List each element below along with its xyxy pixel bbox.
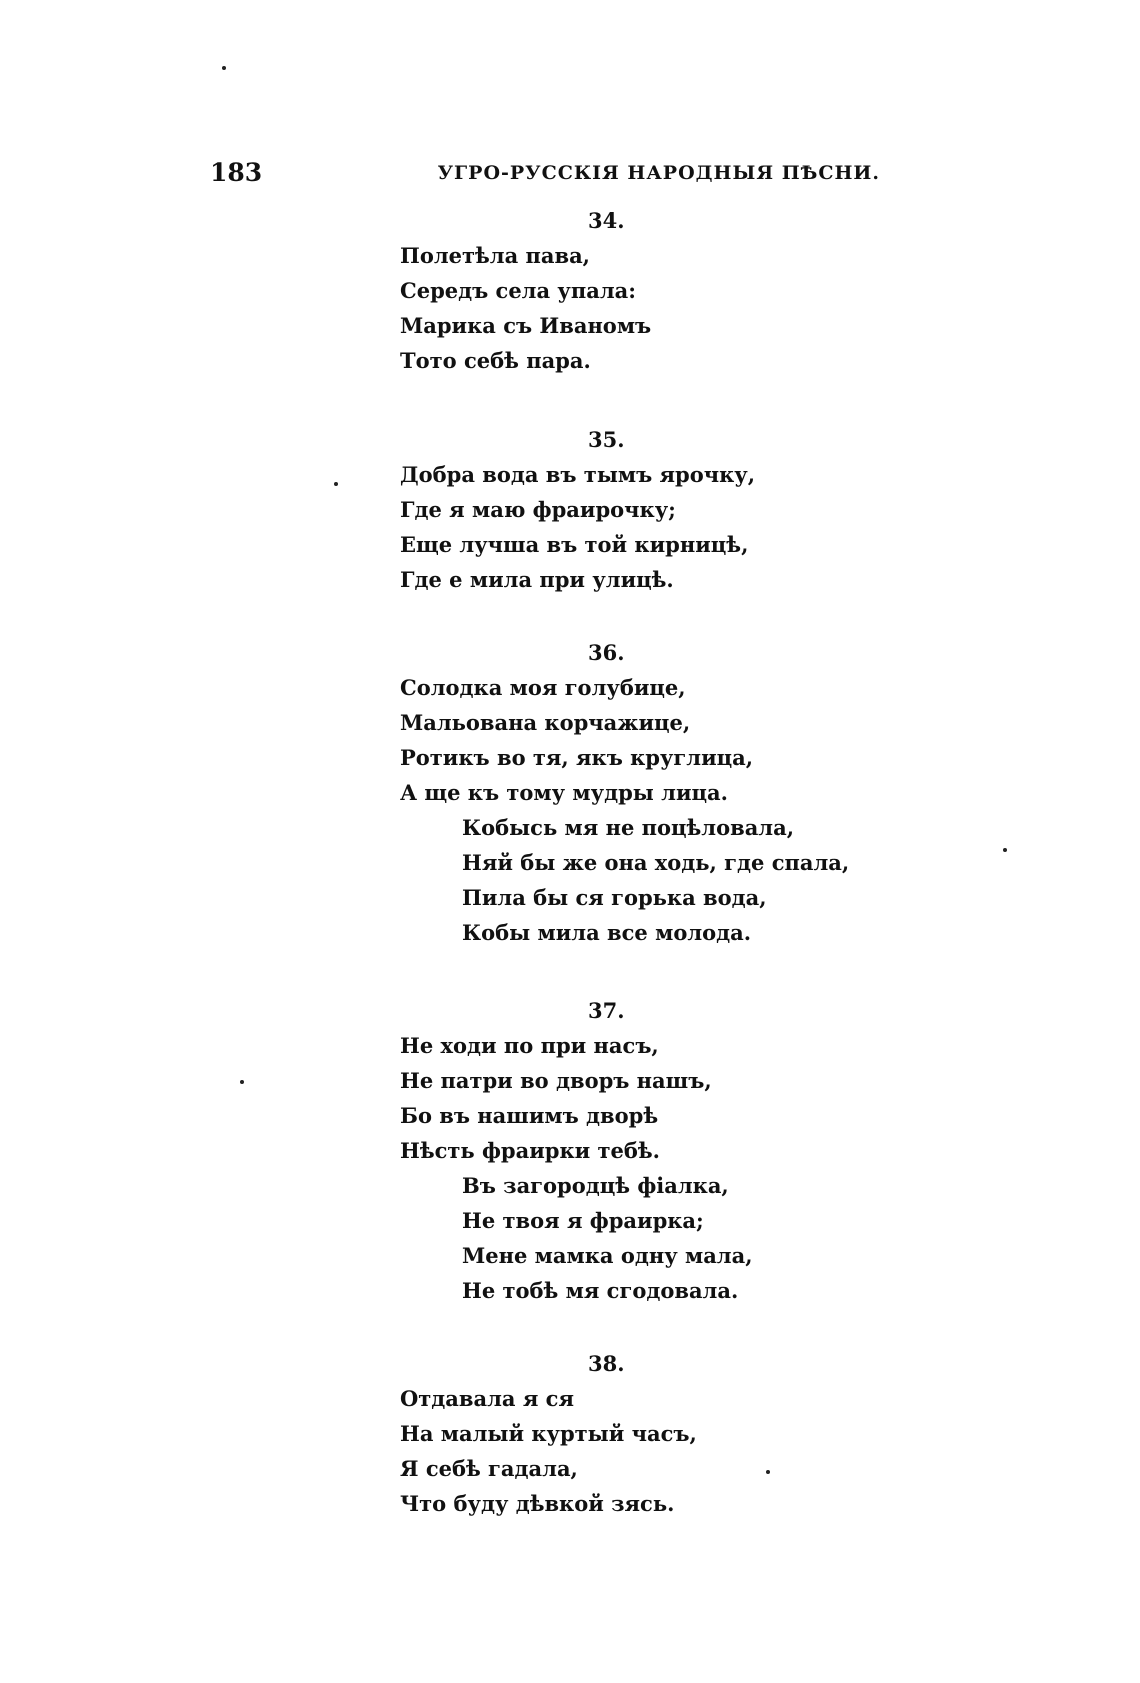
verse-line-indented: Не тобѣ мя сгодовала. [462, 1278, 739, 1303]
verse-line: Ротикъ во тя, якъ круглица, [400, 745, 754, 770]
scan-speck [334, 482, 338, 486]
song-37 [400, 994, 920, 1308]
page-number: 183 [210, 158, 263, 187]
verse-line: Еще лучша въ той кирницѣ, [400, 532, 749, 557]
verse-line: Не ходи по при насъ, [400, 1033, 659, 1058]
page-header [210, 158, 880, 198]
verse-line-indented: Въ загородцѣ фіалка, [462, 1173, 729, 1198]
song-38 [400, 1347, 920, 1521]
verse-line-indented: Няй бы же она ходь, где спала, [462, 850, 850, 875]
song-34 [400, 204, 920, 378]
song-number: 37. [588, 998, 625, 1023]
verse-line-indented: Мене мамка одну мала, [462, 1243, 753, 1268]
verse-line: Не патри во дворъ нашъ, [400, 1068, 712, 1093]
verse-line: Солодка моя голубице, [400, 675, 686, 700]
verse-line: Добра вода въ тымъ ярочку, [400, 462, 756, 487]
scan-speck [240, 1080, 244, 1084]
verse-line-indented: Пила бы ся горька вода, [462, 885, 767, 910]
verse-line: Я себѣ гадала, [400, 1456, 578, 1481]
song-number: 35. [588, 427, 625, 452]
verse-line: Что буду дѣвкой зясь. [400, 1491, 675, 1516]
verse-line: Где е мила при улицѣ. [400, 567, 674, 592]
verse-line-indented: Кобысь мя не поцѣловала, [462, 815, 795, 840]
verse-line-indented: Кобы мила все молода. [462, 920, 752, 945]
scan-speck [222, 66, 226, 70]
verse-line: А ще къ тому мудры лица. [400, 780, 728, 805]
verse-line: Отдавала я ся [400, 1386, 574, 1411]
song-number: 38. [588, 1351, 625, 1376]
verse-line: Тото себѣ пара. [400, 348, 591, 373]
verse-line: Мальована корчажице, [400, 710, 691, 735]
song-36 [400, 636, 920, 950]
running-title: УГРО-РУССКІЯ НАРОДНЫЯ ПѢСНИ. [437, 162, 880, 184]
scan-speck [766, 1470, 770, 1474]
song-35 [400, 423, 920, 597]
song-number: 34. [588, 208, 625, 233]
song-number: 36. [588, 640, 625, 665]
verse-line: Середъ села упала: [400, 278, 636, 303]
verse-line: Где я маю фраирочку; [400, 497, 676, 522]
verse-line: Марика съ Иваномъ [400, 313, 652, 338]
scan-speck [1003, 848, 1007, 852]
verse-line-indented: Не твоя я фраирка; [462, 1208, 704, 1233]
verse-line: На малый куртый часъ, [400, 1421, 697, 1446]
verse-line: Бо въ нашимъ дворѣ [400, 1103, 659, 1128]
verse-line: Полетѣла пава, [400, 243, 590, 268]
verse-line: Нѣсть фраирки тебѣ. [400, 1138, 660, 1163]
